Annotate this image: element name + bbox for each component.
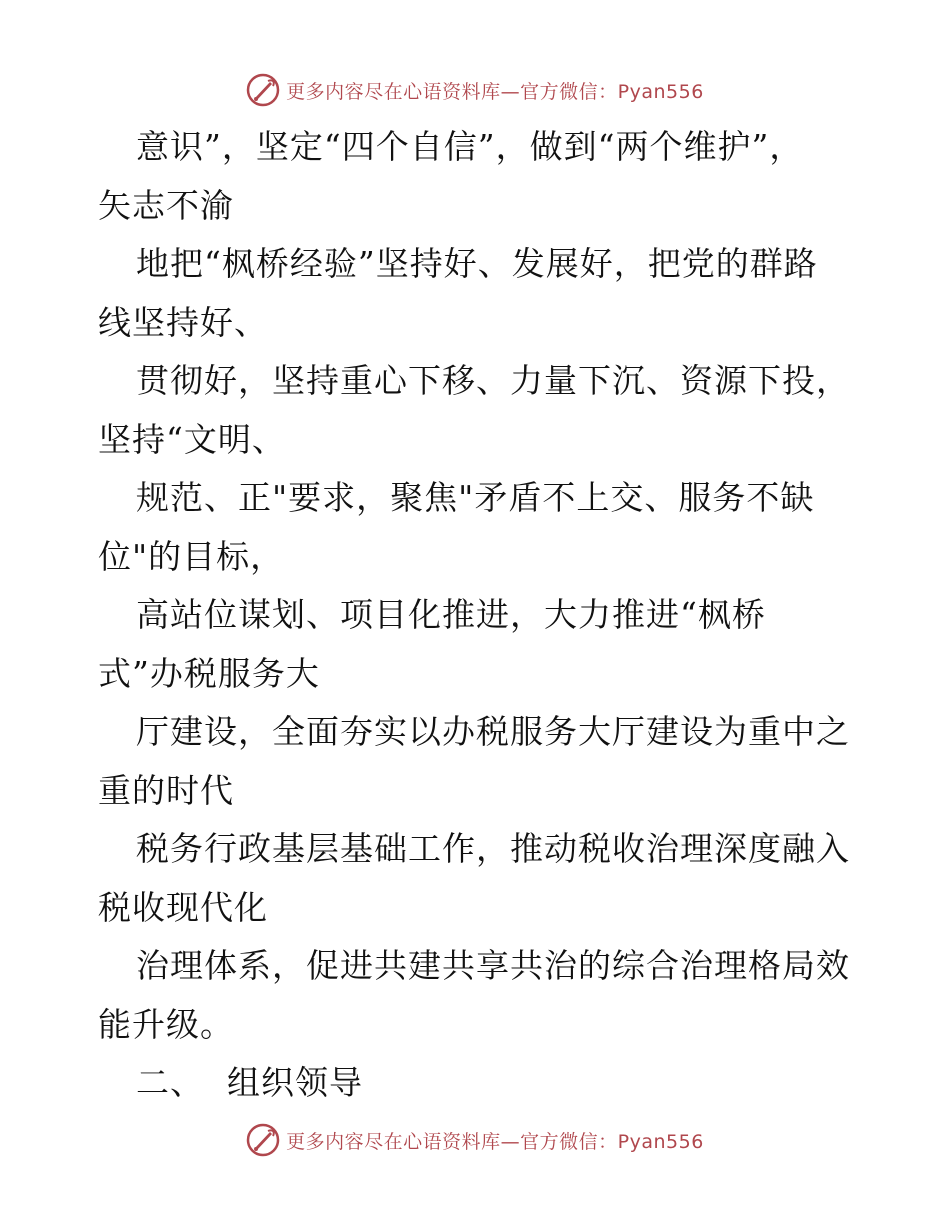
paragraph-line: 矢志不渝 bbox=[98, 185, 234, 225]
paragraph bbox=[98, 469, 858, 586]
paragraph-line: 线坚持好、 bbox=[98, 302, 268, 342]
paragraph-line: 意识”，坚定“四个自信”，做到“两个维护”， bbox=[136, 127, 804, 166]
watermark-text: 更多内容尽在心语资料库—官方微信：Pyan556 bbox=[286, 1130, 704, 1153]
paragraph-line: 治理体系，促进共建共享共治的综合治理格局效 bbox=[136, 946, 850, 985]
paragraph-line: 能升级。 bbox=[98, 1004, 234, 1044]
paragraph-line: 高站位谋划、项目化推进，大力推进“枫桥 bbox=[136, 595, 766, 634]
watermark-text: 更多内容尽在心语资料库—官方微信：Pyan556 bbox=[286, 80, 704, 103]
paragraph bbox=[98, 118, 858, 235]
paragraph bbox=[98, 352, 858, 469]
paragraph-line: 位"的目标， bbox=[98, 536, 285, 576]
paragraph-line: 坚持“文明、 bbox=[98, 419, 286, 459]
footer-watermark bbox=[0, 1120, 950, 1160]
paragraph bbox=[98, 820, 858, 937]
paragraph bbox=[98, 586, 858, 703]
header-watermark bbox=[0, 70, 950, 110]
paragraph-line: 税收现代化 bbox=[98, 887, 268, 927]
section-heading: 二、 组织领导 bbox=[136, 1063, 363, 1102]
paragraph-line: 厅建设，全面夯实以办税服务大厅建设为重中之 bbox=[136, 712, 850, 751]
document-body bbox=[98, 118, 858, 1113]
paragraph bbox=[98, 703, 858, 820]
quill-pen-logo-icon bbox=[246, 1123, 280, 1157]
paragraph-line: 地把“枫桥经验”坚持好、发展好，把党的群路 bbox=[136, 244, 818, 283]
paragraph-line: 规范、正"要求，聚焦"矛盾不上交、服务不缺 bbox=[136, 478, 815, 517]
quill-pen-logo-icon bbox=[246, 73, 280, 107]
paragraph-line: 贯彻好，坚持重心下移、力量下沉、资源下投， bbox=[136, 361, 850, 400]
paragraph bbox=[98, 235, 858, 352]
paragraph-line: 式”办税服务大 bbox=[98, 653, 320, 693]
paragraph bbox=[98, 937, 858, 1054]
paragraph-line: 税务行政基层基础工作，推动税收治理深度融入 bbox=[136, 829, 850, 868]
paragraph-line: 重的时代 bbox=[98, 770, 234, 810]
